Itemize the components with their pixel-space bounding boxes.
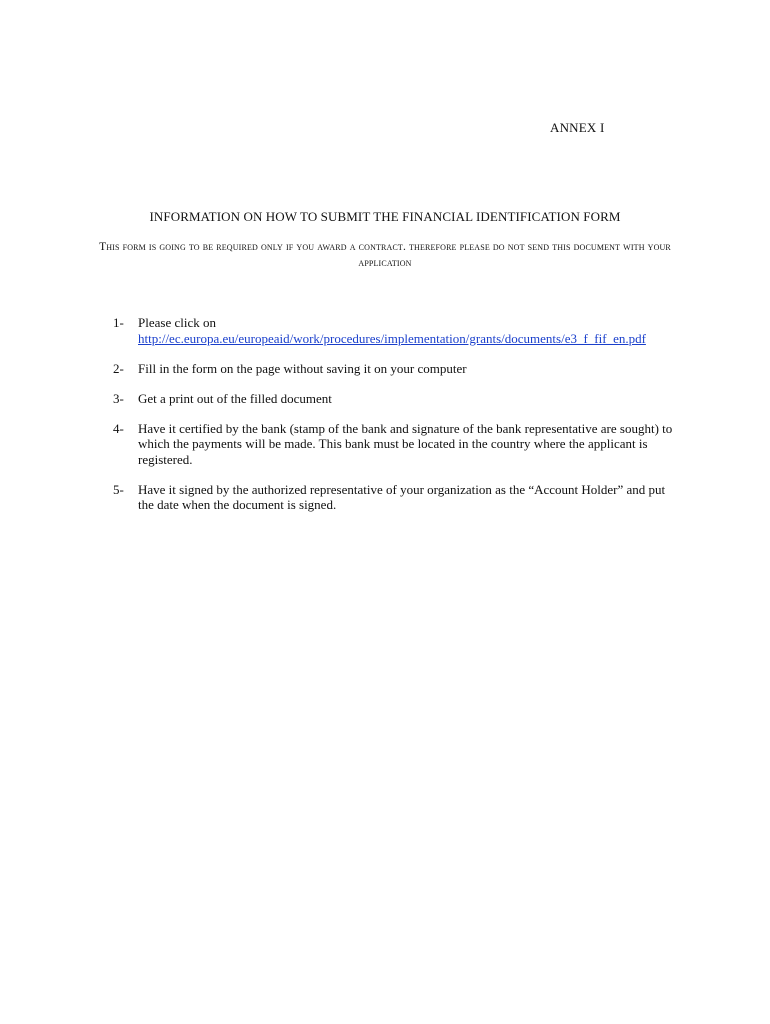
list-item bbox=[113, 482, 683, 513]
list-item bbox=[113, 315, 683, 346]
annex-label: ANNEX I bbox=[550, 120, 605, 135]
step-number: 5- bbox=[113, 481, 124, 497]
step-number: 1- bbox=[113, 315, 124, 330]
step-text: Have it certified by the bank (stamp of the bank and signature of the bank representative are sought) to which the payments will be made. This bank must be located in the country where the applicant is registered. bbox=[138, 420, 673, 467]
step-text: Please click on bbox=[138, 315, 216, 330]
steps-list bbox=[113, 315, 683, 527]
form-download-link[interactable]: http://ec.europa.eu/europeaid/work/procedures/implementation/grants/documents/e3_f_fif_en.pdf bbox=[138, 330, 646, 346]
document-title: INFORMATION ON HOW TO SUBMIT THE FINANCIAL IDENTIFICATION FORM bbox=[149, 209, 621, 224]
step-text: Get a print out of the filled document bbox=[138, 390, 332, 406]
notice-text: This form is going to be required only if you award a contract. therefore please do not send this document with your application bbox=[99, 241, 671, 269]
step-text: Fill in the form on the page without saving it on your computer bbox=[138, 360, 467, 376]
list-item bbox=[113, 391, 683, 407]
step-number: 3- bbox=[113, 390, 124, 406]
step-number: 2- bbox=[113, 360, 124, 376]
step-number: 4- bbox=[113, 420, 124, 436]
list-item bbox=[113, 361, 683, 377]
step-text: Have it signed by the authorized representative of your organization as the “Account Holder” and put the date when the document is signed. bbox=[138, 481, 666, 512]
list-item bbox=[113, 421, 683, 468]
